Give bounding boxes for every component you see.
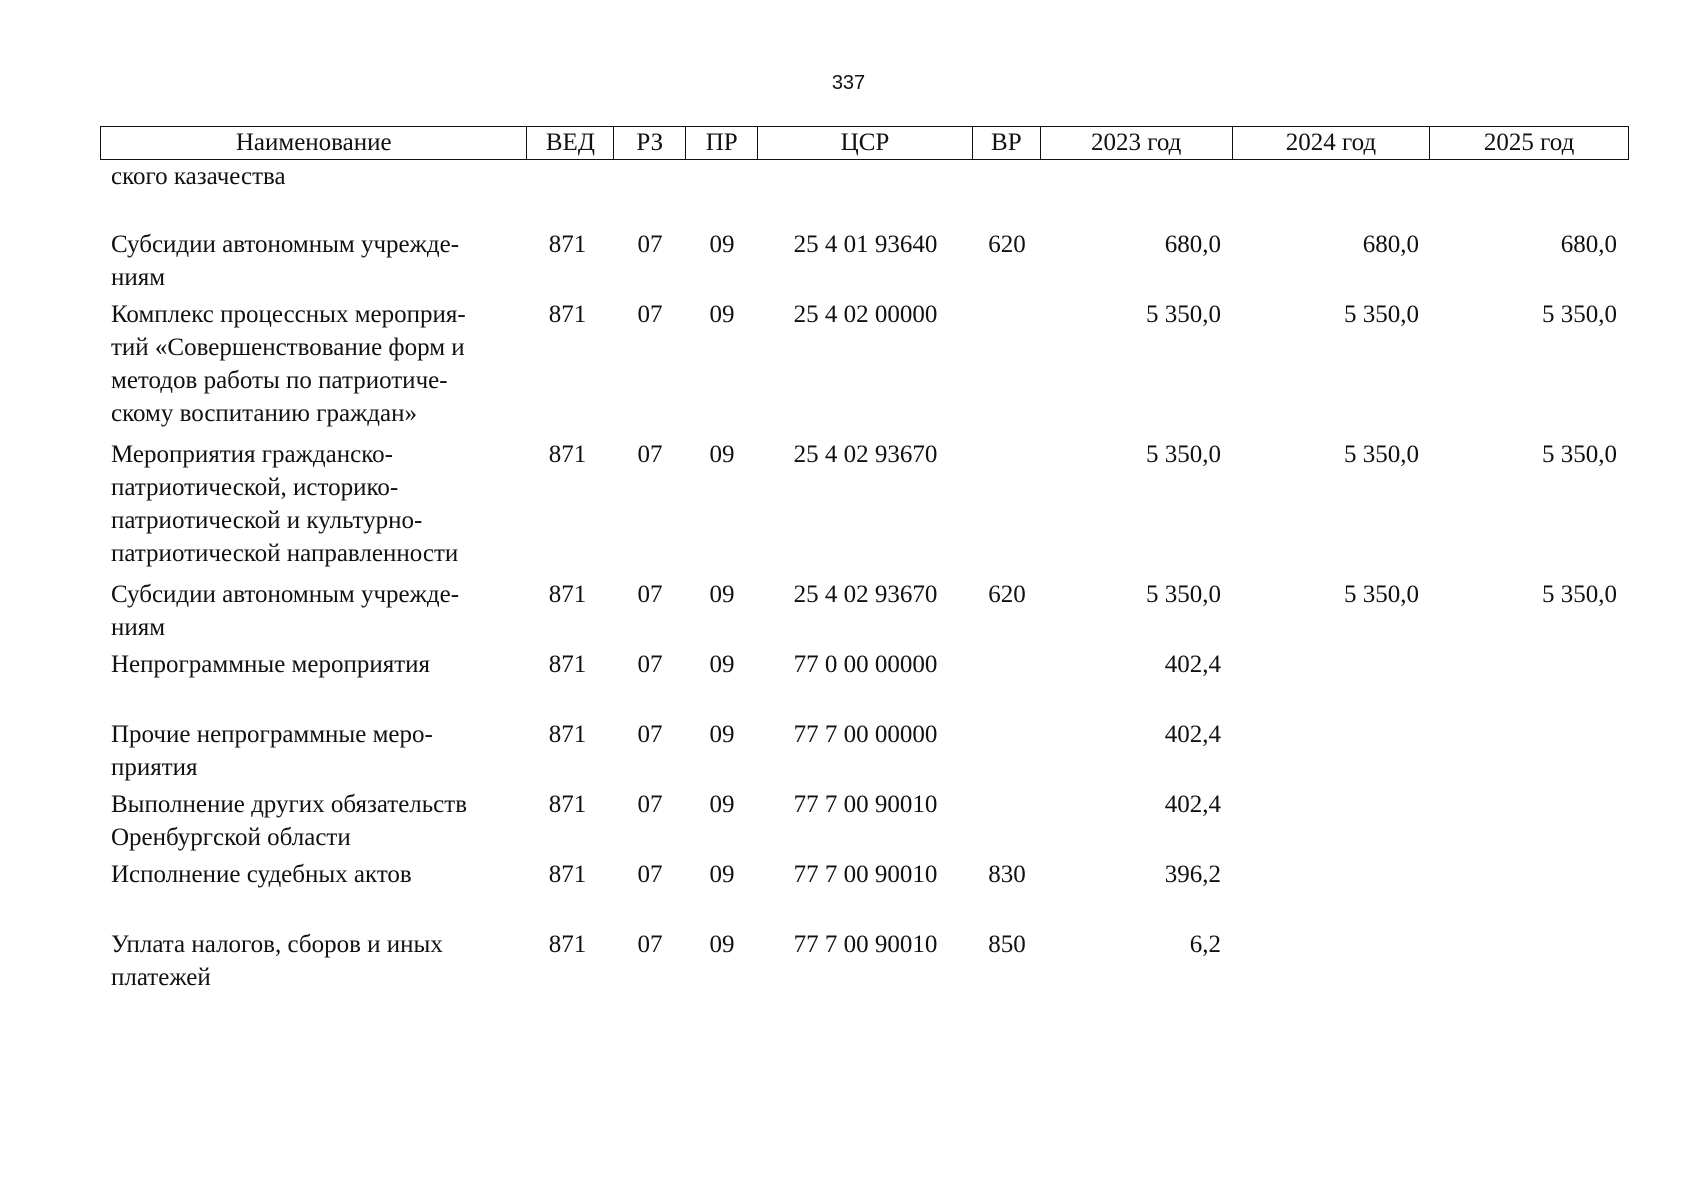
row-2024 xyxy=(1233,788,1431,858)
row-ved: 871 xyxy=(548,721,587,748)
row-vr xyxy=(973,438,1041,578)
row-ved: 871 xyxy=(548,861,587,888)
table-rows xyxy=(100,228,1629,998)
row-2023: 5 350,0 xyxy=(1146,441,1221,468)
row-pr: 09 xyxy=(709,301,735,328)
row-2023: 6,2 xyxy=(1189,931,1221,958)
table-row xyxy=(100,578,1629,648)
row-vr: 830 xyxy=(988,861,1026,888)
header-pr: ПР xyxy=(686,127,758,159)
row-csr: 77 7 00 90010 xyxy=(793,861,938,888)
row-rz: 07 xyxy=(637,931,663,958)
row-pr: 09 xyxy=(709,721,735,748)
row-name: Исполнение судебных актов xyxy=(111,861,412,888)
row-2025: 5 350,0 xyxy=(1542,581,1617,608)
table-row xyxy=(100,928,1629,998)
row-2023: 402,4 xyxy=(1164,721,1221,748)
row-ved: 871 xyxy=(548,231,587,258)
row-2025: 5 350,0 xyxy=(1542,301,1617,328)
table-row xyxy=(100,228,1629,298)
row-csr: 25 4 02 93670 xyxy=(793,581,938,608)
row-rz: 07 xyxy=(637,651,663,678)
row-2023: 396,2 xyxy=(1164,861,1221,888)
row-ved: 871 xyxy=(548,791,587,818)
row-vr xyxy=(973,648,1041,718)
row-2025 xyxy=(1431,928,1629,998)
row-vr: 620 xyxy=(988,231,1026,258)
header-vr: ВР xyxy=(973,127,1041,159)
row-2025 xyxy=(1431,858,1629,928)
row-vr: 620 xyxy=(988,581,1026,608)
row-rz: 07 xyxy=(637,861,663,888)
row-pr: 09 xyxy=(709,791,735,818)
row-pr: 09 xyxy=(709,651,735,678)
header-rz: РЗ xyxy=(614,127,686,159)
row-rz: 07 xyxy=(637,581,663,608)
row-2024: 5 350,0 xyxy=(1344,441,1419,468)
header-ved: ВЕД xyxy=(527,127,614,159)
row-ved: 871 xyxy=(548,931,587,958)
row-2025: 680,0 xyxy=(1560,231,1617,258)
row-ved: 871 xyxy=(548,651,587,678)
row-2023: 680,0 xyxy=(1164,231,1221,258)
row-name: Мероприятия гражданско- патриотической, историко- патриотической и культурно- патриотической направленности xyxy=(111,441,459,567)
row-rz: 07 xyxy=(637,301,663,328)
row-pr: 09 xyxy=(709,931,735,958)
row-name: Комплекс процессных мероприя- тий «Совершенствование форм и методов работы по патриотиче- скому воспитанию граждан» xyxy=(111,301,466,427)
continuation-text: ского казачества xyxy=(111,163,286,190)
row-2024: 5 350,0 xyxy=(1344,581,1419,608)
row-rz: 07 xyxy=(637,791,663,818)
row-2023: 5 350,0 xyxy=(1146,301,1221,328)
page-number: 337 xyxy=(831,72,866,94)
row-2025: 5 350,0 xyxy=(1542,441,1617,468)
table-row xyxy=(100,438,1629,578)
row-2025 xyxy=(1431,718,1629,788)
row-name: Субсидии автономным учрежде- ниям xyxy=(111,231,460,291)
row-2024 xyxy=(1233,648,1431,718)
header-2025: 2025 год xyxy=(1483,129,1575,156)
row-csr: 77 7 00 00000 xyxy=(793,721,938,748)
row-rz: 07 xyxy=(637,231,663,258)
header-name: Наименование xyxy=(101,127,527,159)
row-vr xyxy=(973,788,1041,858)
row-csr: 25 4 02 93670 xyxy=(793,441,938,468)
row-name: Непрограммные мероприятия xyxy=(111,651,431,678)
row-2024 xyxy=(1233,928,1431,998)
row-rz: 07 xyxy=(637,441,663,468)
table-row xyxy=(100,648,1629,718)
row-2023: 402,4 xyxy=(1164,791,1221,818)
row-2025 xyxy=(1431,788,1629,858)
row-csr: 25 4 02 00000 xyxy=(793,301,938,328)
header-csr: ЦСР xyxy=(758,127,973,159)
row-pr: 09 xyxy=(709,581,735,608)
row-ved: 871 xyxy=(548,301,587,328)
header-2024: 2024 год xyxy=(1233,127,1431,159)
row-name: Прочие непрограммные меро- приятия xyxy=(111,721,433,781)
row-2025 xyxy=(1431,648,1629,718)
row-pr: 09 xyxy=(709,231,735,258)
row-2024 xyxy=(1233,718,1431,788)
row-csr: 77 0 00 00000 xyxy=(793,651,938,678)
table-row xyxy=(100,298,1629,438)
row-name: Субсидии автономным учрежде- ниям xyxy=(111,581,460,641)
table-row xyxy=(100,718,1629,788)
row-2024 xyxy=(1233,858,1431,928)
row-name: Выполнение других обязательств Оренбургской области xyxy=(111,791,467,851)
row-vr xyxy=(973,298,1041,438)
row-2024: 680,0 xyxy=(1362,231,1419,258)
row-2023: 5 350,0 xyxy=(1146,581,1221,608)
row-ved: 871 xyxy=(548,441,587,468)
row-name: Уплата налогов, сборов и иных платежей xyxy=(111,931,443,991)
row-csr: 77 7 00 90010 xyxy=(793,931,938,958)
header-2023: 2023 год xyxy=(1041,127,1233,159)
row-csr: 77 7 00 90010 xyxy=(793,791,938,818)
row-pr: 09 xyxy=(709,861,735,888)
row-pr: 09 xyxy=(709,441,735,468)
row-csr: 25 4 01 93640 xyxy=(793,231,938,258)
table-row xyxy=(100,788,1629,858)
row-rz: 07 xyxy=(637,721,663,748)
row-2023: 402,4 xyxy=(1164,651,1221,678)
table-body xyxy=(100,160,1629,998)
table-header xyxy=(100,126,1629,160)
row-2024: 5 350,0 xyxy=(1344,301,1419,328)
row-ved: 871 xyxy=(548,581,587,608)
table-row xyxy=(100,858,1629,928)
row-vr: 850 xyxy=(988,931,1026,958)
row-vr xyxy=(973,718,1041,788)
